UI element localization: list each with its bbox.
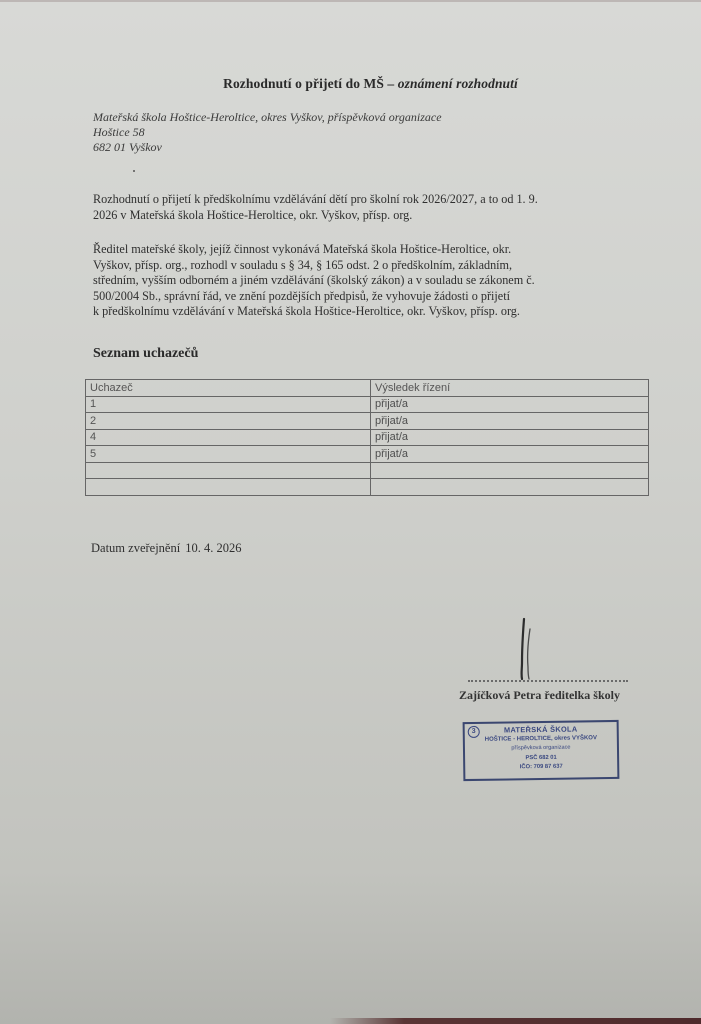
table-header-row xyxy=(86,380,649,397)
cell-result: přijat/a xyxy=(371,396,649,413)
cell-applicant xyxy=(86,479,371,496)
cell-applicant: 5 xyxy=(86,446,371,463)
title-main: Rozhodnutí o přijetí do MŠ xyxy=(223,76,384,91)
publication-label: Datum zveřejnění xyxy=(91,541,181,555)
stamp-line: PSČ 682 01 xyxy=(525,754,557,761)
handwritten-signature xyxy=(513,617,543,682)
cell-result xyxy=(371,479,649,496)
section-heading-applicants: Seznam uchazečů xyxy=(93,346,199,361)
table-surface-edge xyxy=(330,1018,701,1024)
cell-result: přijat/a xyxy=(371,446,649,463)
cell-applicant: 2 xyxy=(86,413,371,430)
title-separator: – xyxy=(383,76,398,91)
address-line-name: Mateřská škola Hoštice-Heroltice, okres Vyškov, příspěvková organizace xyxy=(93,110,442,124)
signature-stroke xyxy=(528,629,530,679)
table-row-empty xyxy=(86,462,649,479)
publication-date-value: 10. 4. 2026 xyxy=(185,541,242,555)
cell-result xyxy=(371,462,649,479)
stamp-line: příspěvková organizace xyxy=(511,744,571,752)
paragraph-line: Vyškov, přísp. org., rozhodl v souladu s § 34, § 165 odst. 2 o předškolním, základním, xyxy=(93,257,513,272)
stamp-line: IČO: 709 87 637 xyxy=(519,763,563,771)
paragraph-line: k předškolnímu vzdělávání v Mateřská škola Hoštice-Heroltice, okr. Vyškov, přísp. org. xyxy=(93,304,520,318)
table-row xyxy=(86,396,649,413)
title-sub: oznámení rozhodnutí xyxy=(397,76,518,91)
cell-result: přijat/a xyxy=(371,413,649,430)
header-result: Výsledek řízení xyxy=(371,380,649,397)
applicants-table xyxy=(85,379,649,496)
signature-line xyxy=(468,680,628,682)
header-applicant: Uchazeč xyxy=(86,380,371,397)
table-row xyxy=(86,413,649,430)
paragraph-line: 500/2004 Sb., správní řád, ve znění pozdějších předpisů, že vyhovuje žádosti o přijetí xyxy=(93,288,510,303)
school-stamp xyxy=(463,720,620,781)
cell-result: přijat/a xyxy=(371,429,649,446)
legal-paragraph xyxy=(93,242,633,320)
stamp-line: HOŠTICE - HEROLTICE, okres VYŠKOV xyxy=(484,734,597,743)
school-address xyxy=(93,110,442,155)
publication-date xyxy=(91,541,241,556)
stamp-line: MATEŘSKÁ ŠKOLA xyxy=(503,724,578,735)
paragraph-line: Rozhodnutí o přijetí k předškolnímu vzdělávání dětí pro školní rok 2026/2027, a to od 1. 9. xyxy=(93,192,538,206)
cell-applicant: 1 xyxy=(86,396,371,413)
page-title xyxy=(0,76,701,92)
paragraph-line: Ředitel mateřské školy, jejíž činnost vykonává Mateřská škola Hoštice-Heroltice, okr. xyxy=(93,242,512,256)
cell-applicant: 4 xyxy=(86,429,371,446)
decision-paragraph xyxy=(93,192,633,223)
cell-applicant xyxy=(86,462,371,479)
signer-name: Zajíčková Petra ředitelka školy xyxy=(459,688,620,702)
stray-dot xyxy=(133,170,135,172)
table-row-empty xyxy=(86,479,649,496)
signature-stroke xyxy=(522,619,524,679)
paper-top-edge xyxy=(0,0,701,2)
paragraph-line: středním, vyšším odborném a jiném vzdělávání (školský zákon) a v souladu se zákonem č. xyxy=(93,273,535,287)
address-line-street: Hoštice 58 xyxy=(93,125,145,139)
paragraph-line: 2026 v Mateřská škola Hoštice-Heroltice, okr. Vyškov, přísp. org. xyxy=(93,207,413,222)
table-row xyxy=(86,446,649,463)
table-row xyxy=(86,429,649,446)
stamp-number-icon: 3 xyxy=(468,726,480,738)
address-line-city: 682 01 Vyškov xyxy=(93,140,162,154)
